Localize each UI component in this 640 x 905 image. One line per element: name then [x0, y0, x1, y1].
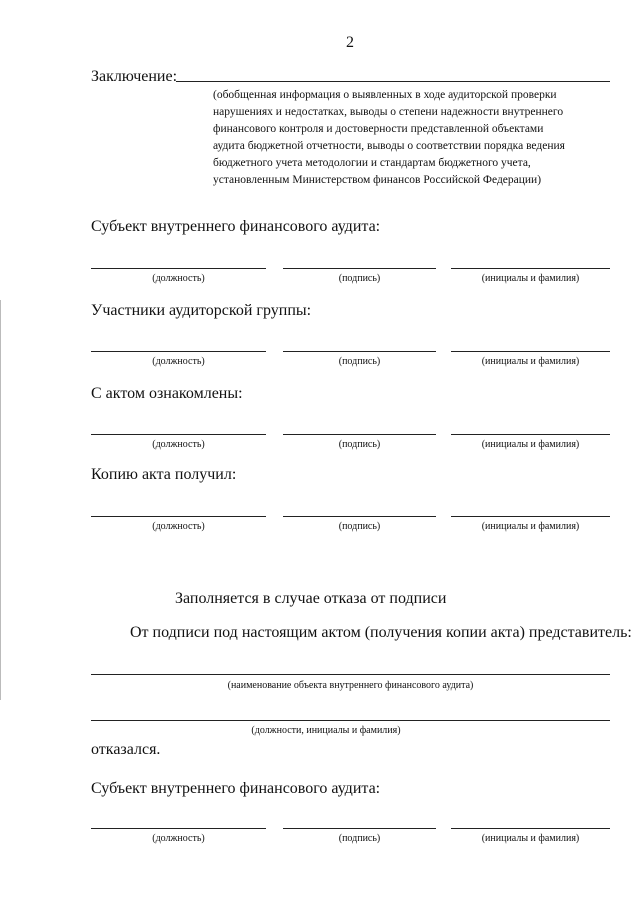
initials-field[interactable]: [451, 268, 610, 269]
conclusion-note-line: бюджетного учета методологии и стандартам бюджетного учета,: [213, 157, 531, 169]
conclusion-note-line: финансового контроля и достоверности представленной объектами: [213, 123, 544, 135]
initials-field[interactable]: [451, 828, 610, 829]
caption-position: (должность): [152, 356, 205, 367]
caption-initials: (инициалы и фамилия): [481, 439, 580, 450]
caption-signature: (подпись): [338, 521, 381, 532]
refusal-subject-heading: Субъект внутреннего финансового аудита:: [91, 780, 381, 797]
position-field[interactable]: [91, 434, 266, 435]
caption-position: (должность): [152, 273, 205, 284]
caption-signature: (подпись): [338, 356, 381, 367]
block-heading-copy-received: Копию акта получил:: [91, 466, 237, 483]
position-field[interactable]: [91, 351, 266, 352]
block-heading-audit-group: Участники аудиторской группы:: [91, 302, 312, 319]
caption-initials: (инициалы и фамилия): [481, 356, 580, 367]
object-name-field[interactable]: [91, 674, 610, 675]
position-field[interactable]: [91, 268, 266, 269]
caption-initials: (инициалы и фамилия): [481, 521, 580, 532]
initials-field[interactable]: [451, 516, 610, 517]
page-number: 2: [346, 34, 354, 51]
conclusion-note-line: установленным Министерством финансов Российской Федерации): [213, 174, 542, 186]
block-heading-subject: Субъект внутреннего финансового аудита:: [91, 218, 381, 235]
caption-signature: (подпись): [338, 439, 381, 450]
caption-position: (должность): [152, 439, 205, 450]
conclusion-note-line: нарушениях и недостатках, выводы о степени надежности внутреннего: [213, 106, 564, 118]
conclusion-note-line: аудита бюджетной отчетности, выводы о соответствии порядка ведения: [213, 140, 565, 152]
conclusion-note-line: (обобщенная информация о выявленных в ходе аудиторской проверки: [213, 89, 557, 101]
caption-object-name: (наименование объекта внутреннего финансового аудита): [227, 680, 474, 691]
block-heading-acknowledged: С актом ознакомлены:: [91, 385, 243, 402]
position-field[interactable]: [91, 516, 266, 517]
signature-field[interactable]: [283, 516, 436, 517]
signature-field[interactable]: [283, 434, 436, 435]
initials-field[interactable]: [451, 434, 610, 435]
caption-position: (должность): [152, 833, 205, 844]
caption-initials: (инициалы и фамилия): [481, 833, 580, 844]
caption-initials: (инициалы и фамилия): [481, 273, 580, 284]
scan-edge: [0, 300, 1, 700]
signature-field[interactable]: [283, 268, 436, 269]
caption-signature: (подпись): [338, 273, 381, 284]
caption-position: (должность): [152, 521, 205, 532]
caption-person: (должности, инициалы и фамилия): [251, 725, 401, 736]
refused-text: отказался.: [91, 741, 161, 758]
conclusion-line: [176, 81, 610, 82]
person-field[interactable]: [91, 720, 610, 721]
position-field[interactable]: [91, 828, 266, 829]
initials-field[interactable]: [451, 351, 610, 352]
conclusion-label: Заключение:: [91, 68, 178, 85]
signature-field[interactable]: [283, 828, 436, 829]
signature-field[interactable]: [283, 351, 436, 352]
conclusion-note: [213, 87, 613, 189]
refusal-title: Заполняется в случае отказа от подписи: [175, 590, 447, 607]
caption-signature: (подпись): [338, 833, 381, 844]
refusal-intro: От подписи под настоящим актом (получения копии акта) представитель:: [130, 624, 632, 641]
